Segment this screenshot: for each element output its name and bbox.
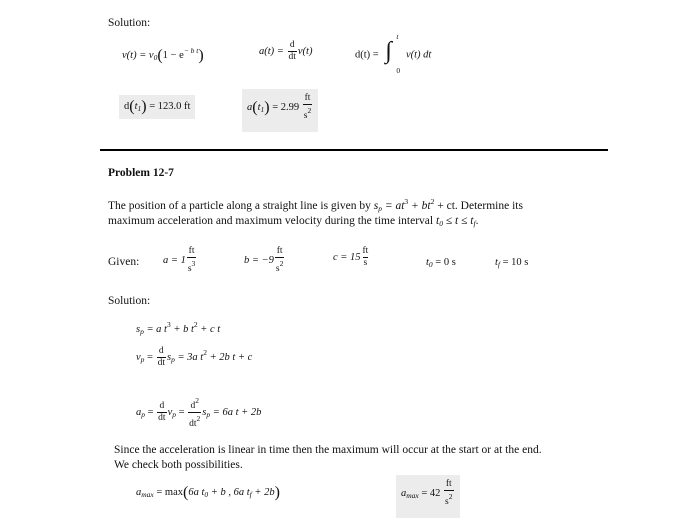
amax-result: $a_{max} = 42$ $\frac{ft}{s^2}$ [396,475,460,518]
distance-result: $d(t_1) = 123.0$ ft [119,95,195,119]
problem-statement-line1: The position of a particle along a straight line is given by $s_p = at^3 + bt^2$ + ct. Determine its [108,197,523,213]
acceleration-derivative-equation: $a_p$ = $\frac{d}{dt}$ $v_p$ = $\frac{d^2}{dt^2}$ $s_p = 6a$ t + 2b [136,396,262,429]
given-tf: $t_f = 10$ s [495,257,529,269]
solution-label-top: Solution: [108,17,151,29]
acceleration-result: $a(t_1) = 2.99$ $\frac{ft}{s^2}$ [242,89,318,132]
section-divider [100,149,608,151]
velocity-equation: $v(t) = v_0(1 - e^{- b t})$ [122,46,204,64]
given-b: b = −9 $\frac{ft}{s^2}$ [244,246,284,274]
solution-label: Solution: [108,295,151,307]
velocity-derivative-equation: $v_p$ = $\frac{d}{dt}$ $s_p = 3a$ $t^2 + 2b$ t + c [136,346,253,368]
amax-equation: $a_{max} = \max(6a$ $t_0 + b$ , 6a $t_f + 2b$) [136,484,280,501]
given-t0: $t_0 = 0$ s [426,257,456,269]
acceleration-equation: a(t) = $\frac{d}{dt}$ v(t) [259,40,313,62]
position-equation: $s_p = a$ $t^3 + b$ $t^2 + c$ t [136,320,221,336]
given-label: Given: [108,256,140,268]
given-a: a = 1 $\frac{ft}{s^3}$ [163,246,196,274]
problem-statement-line2: maximum acceleration and maximum velocity during the time interval $t_0 \le t \le t_f$. [108,215,479,228]
problem-title: Problem 12-7 [108,167,174,179]
note-line1: Since the acceleration is linear in time then the maximum will occur at the start or at the end. [114,444,542,456]
distance-equation: d(t) = ∫ t 0 v(t) dt [355,32,432,75]
note-line2: We check both possibilities. [114,459,243,471]
given-c: c = 15 $\frac{ft}{s}$ [333,246,369,268]
